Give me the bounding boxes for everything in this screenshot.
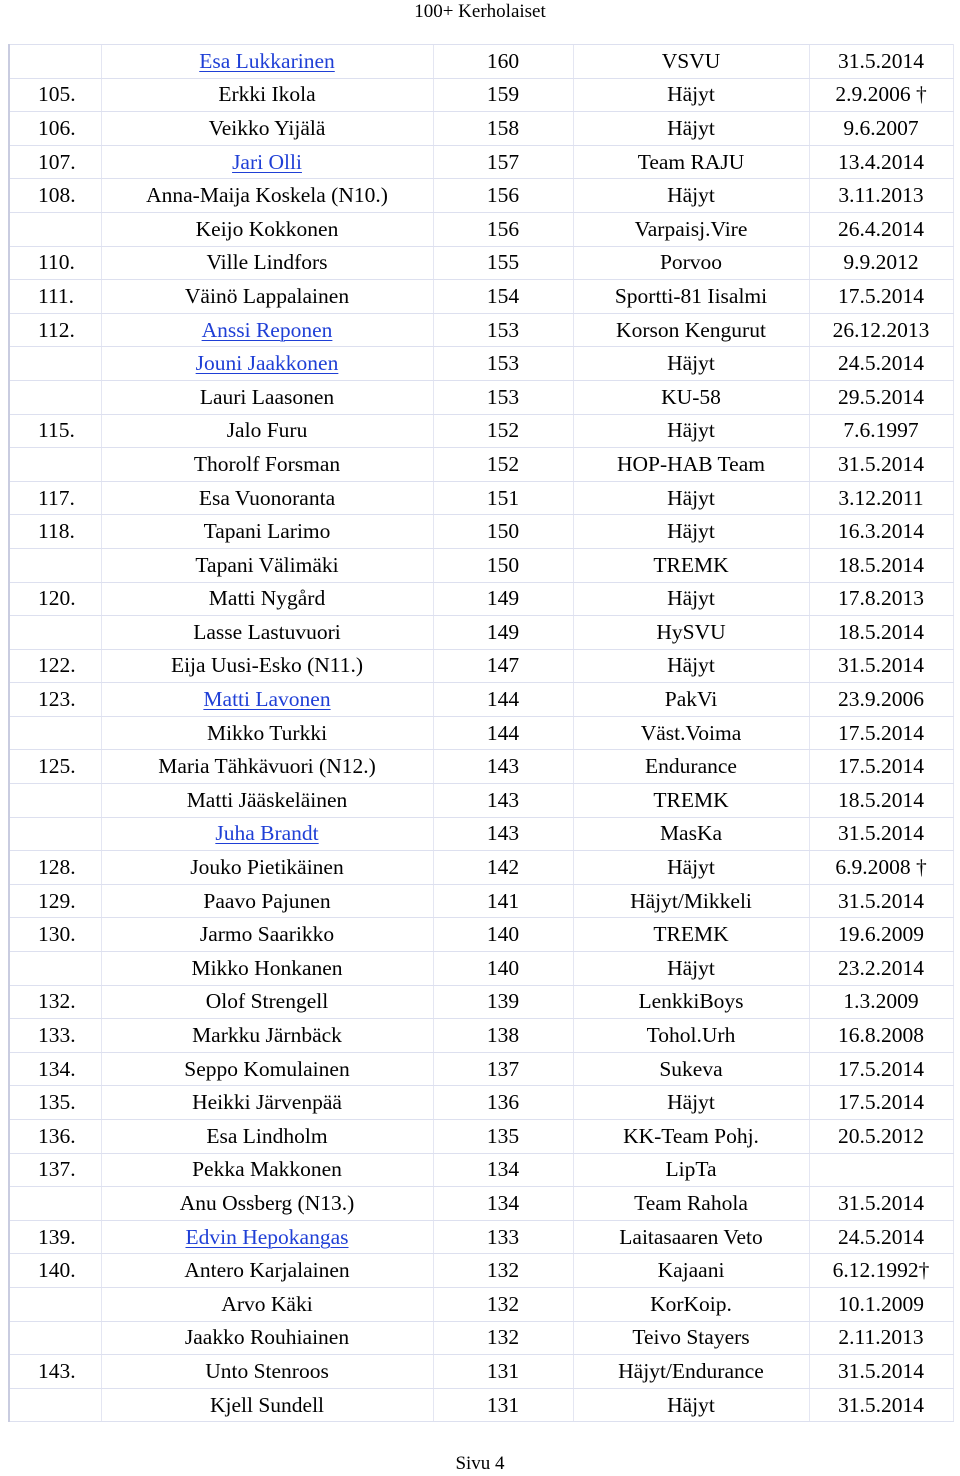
name-cell — [101, 683, 433, 717]
date-cell: 16.8.2008 — [809, 1019, 953, 1053]
rank-cell: 130. — [9, 918, 101, 952]
name-cell: Mikko Honkanen — [101, 952, 433, 986]
date-cell: 18.5.2014 — [809, 616, 953, 650]
member-link[interactable]: Jari Olli — [232, 149, 302, 174]
name-cell: Antero Karjalainen — [101, 1254, 433, 1288]
rank-cell: 128. — [9, 851, 101, 885]
rank-cell — [9, 817, 101, 851]
date-cell: 18.5.2014 — [809, 548, 953, 582]
rank-cell: 118. — [9, 515, 101, 549]
club-cell: Häjyt — [573, 952, 809, 986]
page-header: 100+ Kerholaiset — [414, 1, 546, 22]
date-cell: 9.9.2012 — [809, 246, 953, 280]
count-cell: 147 — [433, 649, 573, 683]
table-row — [9, 1052, 953, 1086]
count-cell: 132 — [433, 1254, 573, 1288]
count-cell: 139 — [433, 985, 573, 1019]
club-cell: Väst.Voima — [573, 716, 809, 750]
name-cell: Jaakko Rouhiainen — [101, 1321, 433, 1355]
date-cell: 17.5.2014 — [809, 1052, 953, 1086]
club-cell: Tohol.Urh — [573, 1019, 809, 1053]
club-cell: Varpaisj.Vire — [573, 212, 809, 246]
club-cell: LenkkiBoys — [573, 985, 809, 1019]
table-row — [9, 1086, 953, 1120]
name-cell: Keijo Kokkonen — [101, 212, 433, 246]
table-row — [9, 918, 953, 952]
member-link[interactable]: Juha Brandt — [215, 821, 319, 846]
table-row — [9, 78, 953, 112]
name-cell: Anna-Maija Koskela (N10.) — [101, 179, 433, 213]
table-row — [9, 179, 953, 213]
date-cell: 26.12.2013 — [809, 313, 953, 347]
member-link[interactable]: Esa Lukkarinen — [199, 48, 335, 73]
club-cell: Team Rahola — [573, 1187, 809, 1221]
count-cell: 144 — [433, 716, 573, 750]
name-cell: Jalo Furu — [101, 414, 433, 448]
rank-cell: 117. — [9, 481, 101, 515]
date-cell: 31.5.2014 — [809, 1388, 953, 1422]
date-cell: 31.5.2014 — [809, 884, 953, 918]
rank-cell — [9, 347, 101, 381]
count-cell: 153 — [433, 347, 573, 381]
date-cell: 2.11.2013 — [809, 1321, 953, 1355]
count-cell: 142 — [433, 851, 573, 885]
date-cell: 29.5.2014 — [809, 380, 953, 414]
rank-cell: 122. — [9, 649, 101, 683]
name-cell: Eija Uusi-Esko (N11.) — [101, 649, 433, 683]
name-cell: Matti Nygård — [101, 582, 433, 616]
count-cell: 149 — [433, 616, 573, 650]
count-cell: 132 — [433, 1321, 573, 1355]
name-cell: Unto Stenroos — [101, 1355, 433, 1389]
count-cell: 134 — [433, 1187, 573, 1221]
rank-cell: 137. — [9, 1153, 101, 1187]
date-cell: 18.5.2014 — [809, 784, 953, 818]
count-cell: 154 — [433, 280, 573, 314]
club-cell: Laitasaaren Veto — [573, 1220, 809, 1254]
name-cell: Veikko Yijälä — [101, 112, 433, 146]
name-cell: Anu Ossberg (N13.) — [101, 1187, 433, 1221]
club-cell: Häjyt — [573, 649, 809, 683]
name-cell: Erkki Ikola — [101, 78, 433, 112]
table-row — [9, 1120, 953, 1154]
date-cell: 31.5.2014 — [809, 448, 953, 482]
count-cell: 160 — [433, 45, 573, 79]
date-cell: 24.5.2014 — [809, 1220, 953, 1254]
date-cell: 24.5.2014 — [809, 347, 953, 381]
rank-cell: 112. — [9, 313, 101, 347]
count-cell: 156 — [433, 179, 573, 213]
date-cell: 31.5.2014 — [809, 1187, 953, 1221]
count-cell: 138 — [433, 1019, 573, 1053]
table-row — [9, 1153, 953, 1187]
count-cell: 140 — [433, 952, 573, 986]
count-cell: 159 — [433, 78, 573, 112]
rank-cell — [9, 548, 101, 582]
name-cell — [101, 45, 433, 79]
count-cell: 155 — [433, 246, 573, 280]
table-row — [9, 1287, 953, 1321]
club-cell: KU-58 — [573, 380, 809, 414]
date-cell: 26.4.2014 — [809, 212, 953, 246]
name-cell: Esa Lindholm — [101, 1120, 433, 1154]
date-cell: 6.9.2008 † — [809, 851, 953, 885]
table-row — [9, 414, 953, 448]
rank-cell — [9, 1388, 101, 1422]
table-row — [9, 313, 953, 347]
date-cell: 3.12.2011 — [809, 481, 953, 515]
rank-cell: 140. — [9, 1254, 101, 1288]
date-cell: 19.6.2009 — [809, 918, 953, 952]
members-table — [8, 44, 954, 1422]
name-cell — [101, 347, 433, 381]
page-number: Sivu 4 — [455, 1453, 505, 1474]
table-row — [9, 112, 953, 146]
name-cell: Kjell Sundell — [101, 1388, 433, 1422]
club-cell: Häjyt — [573, 851, 809, 885]
rank-cell: 132. — [9, 985, 101, 1019]
count-cell: 143 — [433, 784, 573, 818]
rank-cell: 129. — [9, 884, 101, 918]
table-row — [9, 817, 953, 851]
date-cell: 3.11.2013 — [809, 179, 953, 213]
club-cell: Häjyt — [573, 78, 809, 112]
table-row — [9, 246, 953, 280]
count-cell: 158 — [433, 112, 573, 146]
club-cell: LipTa — [573, 1153, 809, 1187]
table-row — [9, 548, 953, 582]
table-row — [9, 481, 953, 515]
rank-cell — [9, 1187, 101, 1221]
club-cell: Häjyt — [573, 347, 809, 381]
rank-cell: 111. — [9, 280, 101, 314]
rank-cell — [9, 380, 101, 414]
rank-cell: 106. — [9, 112, 101, 146]
date-cell: 17.5.2014 — [809, 750, 953, 784]
rank-cell — [9, 784, 101, 818]
table-row — [9, 884, 953, 918]
rank-cell: 115. — [9, 414, 101, 448]
table-row — [9, 212, 953, 246]
count-cell: 150 — [433, 515, 573, 549]
date-cell: 1.3.2009 — [809, 985, 953, 1019]
rank-cell: 139. — [9, 1220, 101, 1254]
club-cell: MasKa — [573, 817, 809, 851]
table-row — [9, 985, 953, 1019]
rank-cell — [9, 212, 101, 246]
club-cell: VSVU — [573, 45, 809, 79]
count-cell: 144 — [433, 683, 573, 717]
member-link[interactable]: Anssi Reponen — [201, 317, 333, 342]
name-cell: Jarmo Saarikko — [101, 918, 433, 952]
count-cell: 149 — [433, 582, 573, 616]
table-row — [9, 45, 953, 79]
name-cell: Olof Strengell — [101, 985, 433, 1019]
count-cell: 136 — [433, 1086, 573, 1120]
count-cell: 137 — [433, 1052, 573, 1086]
count-cell: 132 — [433, 1287, 573, 1321]
table-row — [9, 582, 953, 616]
table-row — [9, 1321, 953, 1355]
name-cell: Esa Vuonoranta — [101, 481, 433, 515]
club-cell: Häjyt — [573, 414, 809, 448]
table-row — [9, 716, 953, 750]
date-cell — [809, 1153, 953, 1187]
club-cell: Häjyt — [573, 1086, 809, 1120]
name-cell: Markku Järnbäck — [101, 1019, 433, 1053]
date-cell: 7.6.1997 — [809, 414, 953, 448]
count-cell: 151 — [433, 481, 573, 515]
date-cell: 16.3.2014 — [809, 515, 953, 549]
count-cell: 156 — [433, 212, 573, 246]
name-cell: Ville Lindfors — [101, 246, 433, 280]
table-row — [9, 1254, 953, 1288]
table-row — [9, 952, 953, 986]
name-cell — [101, 313, 433, 347]
date-cell: 9.6.2007 — [809, 112, 953, 146]
club-cell: Häjyt — [573, 1388, 809, 1422]
table-row — [9, 750, 953, 784]
club-cell: Häjyt/Mikkeli — [573, 884, 809, 918]
club-cell: Häjyt — [573, 112, 809, 146]
name-cell: Maria Tähkävuori (N12.) — [101, 750, 433, 784]
table-row — [9, 515, 953, 549]
table-row — [9, 448, 953, 482]
club-cell: TREMK — [573, 784, 809, 818]
table-row — [9, 683, 953, 717]
rank-cell: 133. — [9, 1019, 101, 1053]
club-cell: PakVi — [573, 683, 809, 717]
rank-cell — [9, 1287, 101, 1321]
count-cell: 143 — [433, 750, 573, 784]
rank-cell: 105. — [9, 78, 101, 112]
name-cell: Tapani Välimäki — [101, 548, 433, 582]
club-cell: HOP-HAB Team — [573, 448, 809, 482]
date-cell: 31.5.2014 — [809, 1355, 953, 1389]
date-cell: 23.2.2014 — [809, 952, 953, 986]
count-cell: 134 — [433, 1153, 573, 1187]
name-cell: Arvo Käki — [101, 1287, 433, 1321]
club-cell: Sukeva — [573, 1052, 809, 1086]
club-cell: Häjyt — [573, 582, 809, 616]
table-row — [9, 649, 953, 683]
club-cell: TREMK — [573, 918, 809, 952]
club-cell: Teivo Stayers — [573, 1321, 809, 1355]
date-cell: 17.8.2013 — [809, 582, 953, 616]
rank-cell: 108. — [9, 179, 101, 213]
rank-cell: 110. — [9, 246, 101, 280]
club-cell: HySVU — [573, 616, 809, 650]
rank-cell: 143. — [9, 1355, 101, 1389]
date-cell: 20.5.2012 — [809, 1120, 953, 1154]
name-cell — [101, 1220, 433, 1254]
count-cell: 153 — [433, 313, 573, 347]
club-cell: Kajaani — [573, 1254, 809, 1288]
date-cell: 23.9.2006 — [809, 683, 953, 717]
club-cell: Häjyt/Endurance — [573, 1355, 809, 1389]
name-cell: Matti Jääskeläinen — [101, 784, 433, 818]
members-table-body — [9, 45, 953, 1422]
count-cell: 131 — [433, 1388, 573, 1422]
table-row — [9, 616, 953, 650]
rank-cell: 123. — [9, 683, 101, 717]
name-cell: Lasse Lastuvuori — [101, 616, 433, 650]
table-row — [9, 380, 953, 414]
table-row — [9, 1187, 953, 1221]
member-link[interactable]: Matti Lavonen — [203, 687, 331, 712]
name-cell: Lauri Laasonen — [101, 380, 433, 414]
club-cell: TREMK — [573, 548, 809, 582]
date-cell: 13.4.2014 — [809, 145, 953, 179]
table-row — [9, 1388, 953, 1422]
member-link[interactable]: Edvin Hepokangas — [185, 1224, 349, 1249]
table-row — [9, 1220, 953, 1254]
count-cell: 135 — [433, 1120, 573, 1154]
rank-cell — [9, 1321, 101, 1355]
name-cell — [101, 817, 433, 851]
date-cell: 17.5.2014 — [809, 716, 953, 750]
table-row — [9, 280, 953, 314]
club-cell: Team RAJU — [573, 145, 809, 179]
count-cell: 157 — [433, 145, 573, 179]
club-cell: Häjyt — [573, 179, 809, 213]
club-cell: Endurance — [573, 750, 809, 784]
rank-cell: 125. — [9, 750, 101, 784]
count-cell: 133 — [433, 1220, 573, 1254]
club-cell: Sportti-81 Iisalmi — [573, 280, 809, 314]
date-cell: 2.9.2006 † — [809, 78, 953, 112]
club-cell: Häjyt — [573, 515, 809, 549]
table-row — [9, 347, 953, 381]
name-cell: Jouko Pietikäinen — [101, 851, 433, 885]
name-cell: Thorolf Forsman — [101, 448, 433, 482]
count-cell: 141 — [433, 884, 573, 918]
date-cell: 10.1.2009 — [809, 1287, 953, 1321]
rank-cell: 134. — [9, 1052, 101, 1086]
rank-cell: 136. — [9, 1120, 101, 1154]
date-cell: 31.5.2014 — [809, 45, 953, 79]
table-row — [9, 1019, 953, 1053]
rank-cell — [9, 448, 101, 482]
rank-cell — [9, 616, 101, 650]
rank-cell — [9, 45, 101, 79]
table-row — [9, 145, 953, 179]
count-cell: 152 — [433, 448, 573, 482]
count-cell: 131 — [433, 1355, 573, 1389]
count-cell: 150 — [433, 548, 573, 582]
date-cell: 6.12.1992† — [809, 1254, 953, 1288]
name-cell — [101, 145, 433, 179]
count-cell: 140 — [433, 918, 573, 952]
rank-cell: 135. — [9, 1086, 101, 1120]
table-row — [9, 784, 953, 818]
date-cell: 17.5.2014 — [809, 280, 953, 314]
count-cell: 152 — [433, 414, 573, 448]
rank-cell — [9, 716, 101, 750]
count-cell: 143 — [433, 817, 573, 851]
name-cell: Väinö Lappalainen — [101, 280, 433, 314]
count-cell: 153 — [433, 380, 573, 414]
name-cell: Pekka Makkonen — [101, 1153, 433, 1187]
rank-cell: 120. — [9, 582, 101, 616]
club-cell: Häjyt — [573, 481, 809, 515]
club-cell: Porvoo — [573, 246, 809, 280]
name-cell: Mikko Turkki — [101, 716, 433, 750]
name-cell: Seppo Komulainen — [101, 1052, 433, 1086]
club-cell: KK-Team Pohj. — [573, 1120, 809, 1154]
rank-cell — [9, 952, 101, 986]
date-cell: 31.5.2014 — [809, 649, 953, 683]
name-cell: Tapani Larimo — [101, 515, 433, 549]
club-cell: Korson Kengurut — [573, 313, 809, 347]
date-cell: 17.5.2014 — [809, 1086, 953, 1120]
club-cell: KorKoip. — [573, 1287, 809, 1321]
name-cell: Paavo Pajunen — [101, 884, 433, 918]
table-row — [9, 851, 953, 885]
member-link[interactable]: Jouni Jaakkonen — [195, 351, 339, 376]
name-cell: Heikki Järvenpää — [101, 1086, 433, 1120]
date-cell: 31.5.2014 — [809, 817, 953, 851]
table-row — [9, 1355, 953, 1389]
rank-cell: 107. — [9, 145, 101, 179]
